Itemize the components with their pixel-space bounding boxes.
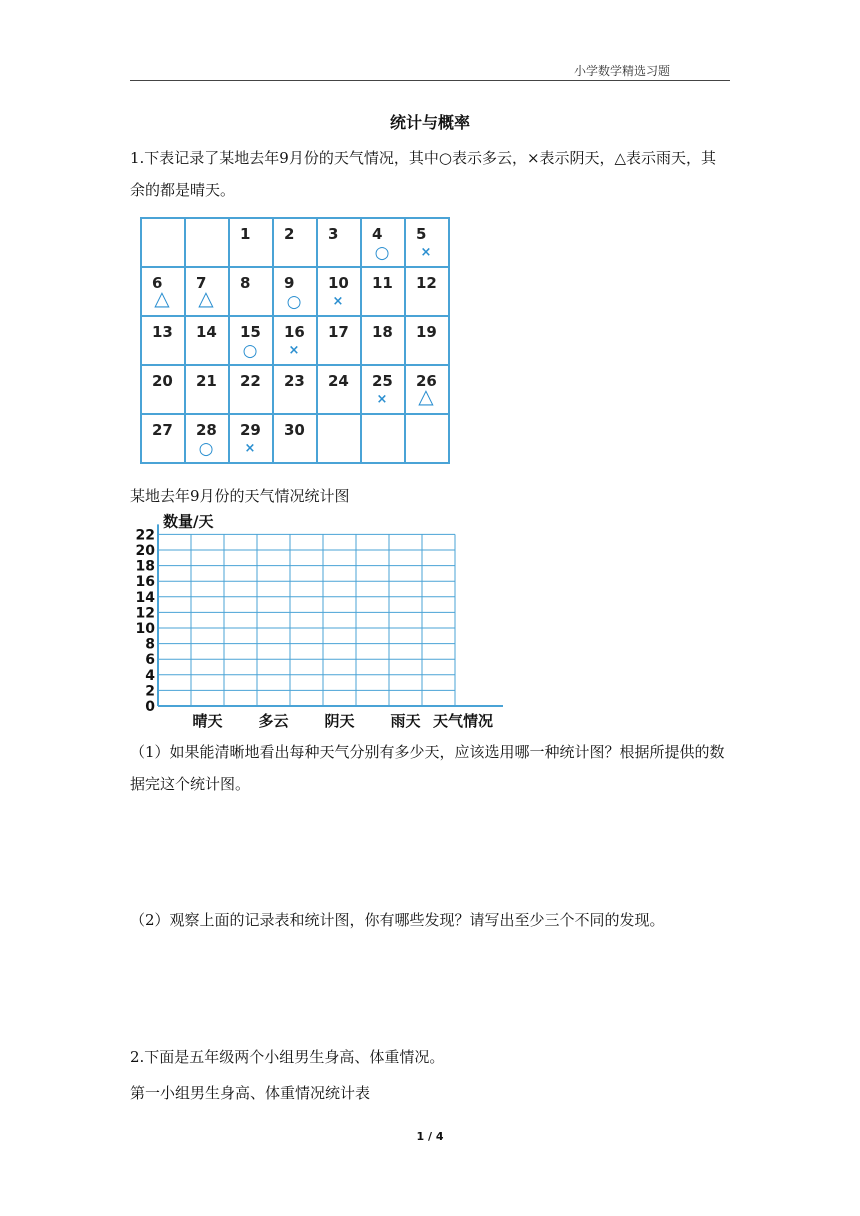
calendar-day-number: 13 [152, 323, 173, 341]
calendar-day-number: 27 [152, 421, 173, 439]
x-category-label: 雨天 [390, 712, 421, 730]
calendar-cell [185, 218, 229, 267]
weather-calendar [140, 217, 450, 464]
y-tick-label: 20 [135, 543, 155, 559]
cloudy-circle-icon: ○ [198, 439, 214, 459]
chart-caption: 某地去年9月份的天气情况统计图 [130, 487, 350, 505]
overcast-cross-icon: × [376, 392, 388, 407]
rain-triangle-icon: △ [198, 286, 214, 310]
calendar-cell [185, 414, 229, 463]
overcast-cross-icon: × [420, 245, 432, 260]
calendar-cell [361, 365, 405, 414]
cloudy-circle-icon: ○ [286, 292, 302, 312]
calendar-cell [361, 316, 405, 365]
y-tick-label: 2 [145, 683, 155, 700]
page-title: 统计与概率 [389, 113, 470, 132]
calendar-cell [229, 316, 273, 365]
calendar-day-number: 1 [240, 225, 251, 243]
calendar-cell [361, 267, 405, 316]
calendar-cell [141, 218, 185, 267]
calendar-day-number: 29 [240, 421, 261, 439]
calendar-day-number: 26 [416, 372, 437, 390]
calendar-day-number: 14 [196, 323, 217, 341]
overcast-cross-icon: × [244, 441, 256, 456]
calendar-cell [361, 218, 405, 267]
question-2-text: 2.下面是五年级两个小组男生身高、体重情况。 [130, 1048, 445, 1066]
question-2-table-caption: 第一小组男生身高、体重情况统计表 [130, 1084, 371, 1102]
page-number: 1 / 4 [416, 1130, 444, 1143]
calendar-cell [405, 316, 449, 365]
y-tick-label: 10 [135, 621, 155, 637]
calendar-day-number: 11 [372, 274, 393, 292]
calendar-row [141, 365, 449, 414]
y-tick-label: 12 [135, 605, 155, 622]
calendar-cell [229, 218, 273, 267]
y-tick-label: 14 [135, 589, 155, 606]
calendar-day-number: 8 [240, 274, 251, 292]
y-axis-label: 数量/天 [163, 512, 214, 531]
rain-triangle-icon: △ [154, 286, 170, 310]
calendar-day-number: 12 [416, 274, 437, 292]
calendar-cell [185, 316, 229, 365]
calendar-day-number: 9 [284, 274, 295, 292]
calendar-cell [273, 316, 317, 365]
calendar-row [141, 316, 449, 365]
calendar-cell [273, 365, 317, 414]
question-1-text: 1.下表记录了某地去年9月份的天气情况，其中○表示多云，×表示阴天，△表示雨天，其余的都是晴天。 [130, 149, 717, 199]
calendar-cell [141, 316, 185, 365]
calendar-cell [273, 414, 317, 463]
calendar-cell [317, 365, 361, 414]
calendar-day-number: 19 [416, 323, 437, 341]
calendar-cell [405, 365, 449, 414]
calendar-cell [185, 365, 229, 414]
overcast-cross-icon: × [288, 343, 300, 358]
calendar-day-number: 24 [328, 372, 349, 390]
y-tick-label: 22 [135, 527, 155, 544]
calendar-cell [229, 267, 273, 316]
x-axis-label: 天气情况 [433, 712, 494, 730]
calendar-day-number: 7 [196, 274, 207, 292]
question-1-part-2: （2）观察上面的记录表和统计图，你有哪些发现？请写出至少三个不同的发现。 [130, 911, 665, 929]
calendar-row [141, 267, 449, 316]
calendar-day-number: 30 [284, 421, 305, 439]
calendar-day-number: 20 [152, 372, 173, 390]
overcast-cross-icon: × [332, 294, 344, 309]
calendar-day-number: 25 [372, 372, 393, 390]
calendar-cell [317, 316, 361, 365]
header-rule [130, 80, 730, 81]
y-tick-label: 16 [135, 574, 155, 591]
calendar-day-number: 5 [416, 225, 427, 243]
calendar-cell [141, 365, 185, 414]
calendar-cell [405, 414, 449, 463]
calendar-cell [229, 414, 273, 463]
calendar-cell [317, 414, 361, 463]
calendar-day-number: 10 [328, 274, 349, 292]
y-tick-label: 4 [145, 667, 155, 684]
calendar-cell [141, 414, 185, 463]
calendar-cell [317, 218, 361, 267]
calendar-day-number: 28 [196, 421, 217, 439]
question-1-part-1: （1）如果能清晰地看出每种天气分别有多少天，应该选用哪一种统计图？根据所提供的数据完这个统计图。 [130, 743, 725, 793]
calendar-day-number: 22 [240, 372, 261, 390]
weather-bar-chart-grid [130, 505, 510, 730]
calendar-day-number: 23 [284, 372, 305, 390]
calendar-cell [317, 267, 361, 316]
calendar-cell [361, 414, 405, 463]
x-category-label: 晴天 [192, 712, 223, 730]
calendar-day-number: 2 [284, 225, 295, 243]
calendar-day-number: 3 [328, 225, 339, 243]
calendar-day-number: 17 [328, 323, 349, 341]
y-tick-label: 6 [145, 652, 155, 669]
calendar-cell [273, 267, 317, 316]
rain-triangle-icon: △ [418, 384, 434, 408]
y-tick-label: 18 [135, 558, 155, 575]
calendar-day-number: 21 [196, 372, 217, 390]
y-tick-label: 0 [145, 699, 155, 715]
y-tick-label: 8 [145, 636, 155, 653]
calendar-day-number: 16 [284, 323, 305, 341]
calendar-cell [185, 267, 229, 316]
calendar-row [141, 218, 449, 267]
calendar-cell [273, 218, 317, 267]
calendar-cell [405, 267, 449, 316]
calendar-day-number: 18 [372, 323, 393, 341]
calendar-cell [141, 267, 185, 316]
cloudy-circle-icon: ○ [374, 243, 390, 263]
calendar-cell [405, 218, 449, 267]
calendar-row [141, 414, 449, 463]
calendar-cell [229, 365, 273, 414]
x-category-label: 多云 [258, 712, 289, 730]
calendar-day-number: 15 [240, 323, 261, 341]
calendar-day-number: 6 [152, 274, 163, 292]
x-category-label: 阴天 [324, 712, 355, 730]
calendar-day-number: 4 [372, 225, 383, 243]
header-text: 小学数学精选习题 [573, 64, 670, 78]
cloudy-circle-icon: ○ [242, 341, 258, 361]
